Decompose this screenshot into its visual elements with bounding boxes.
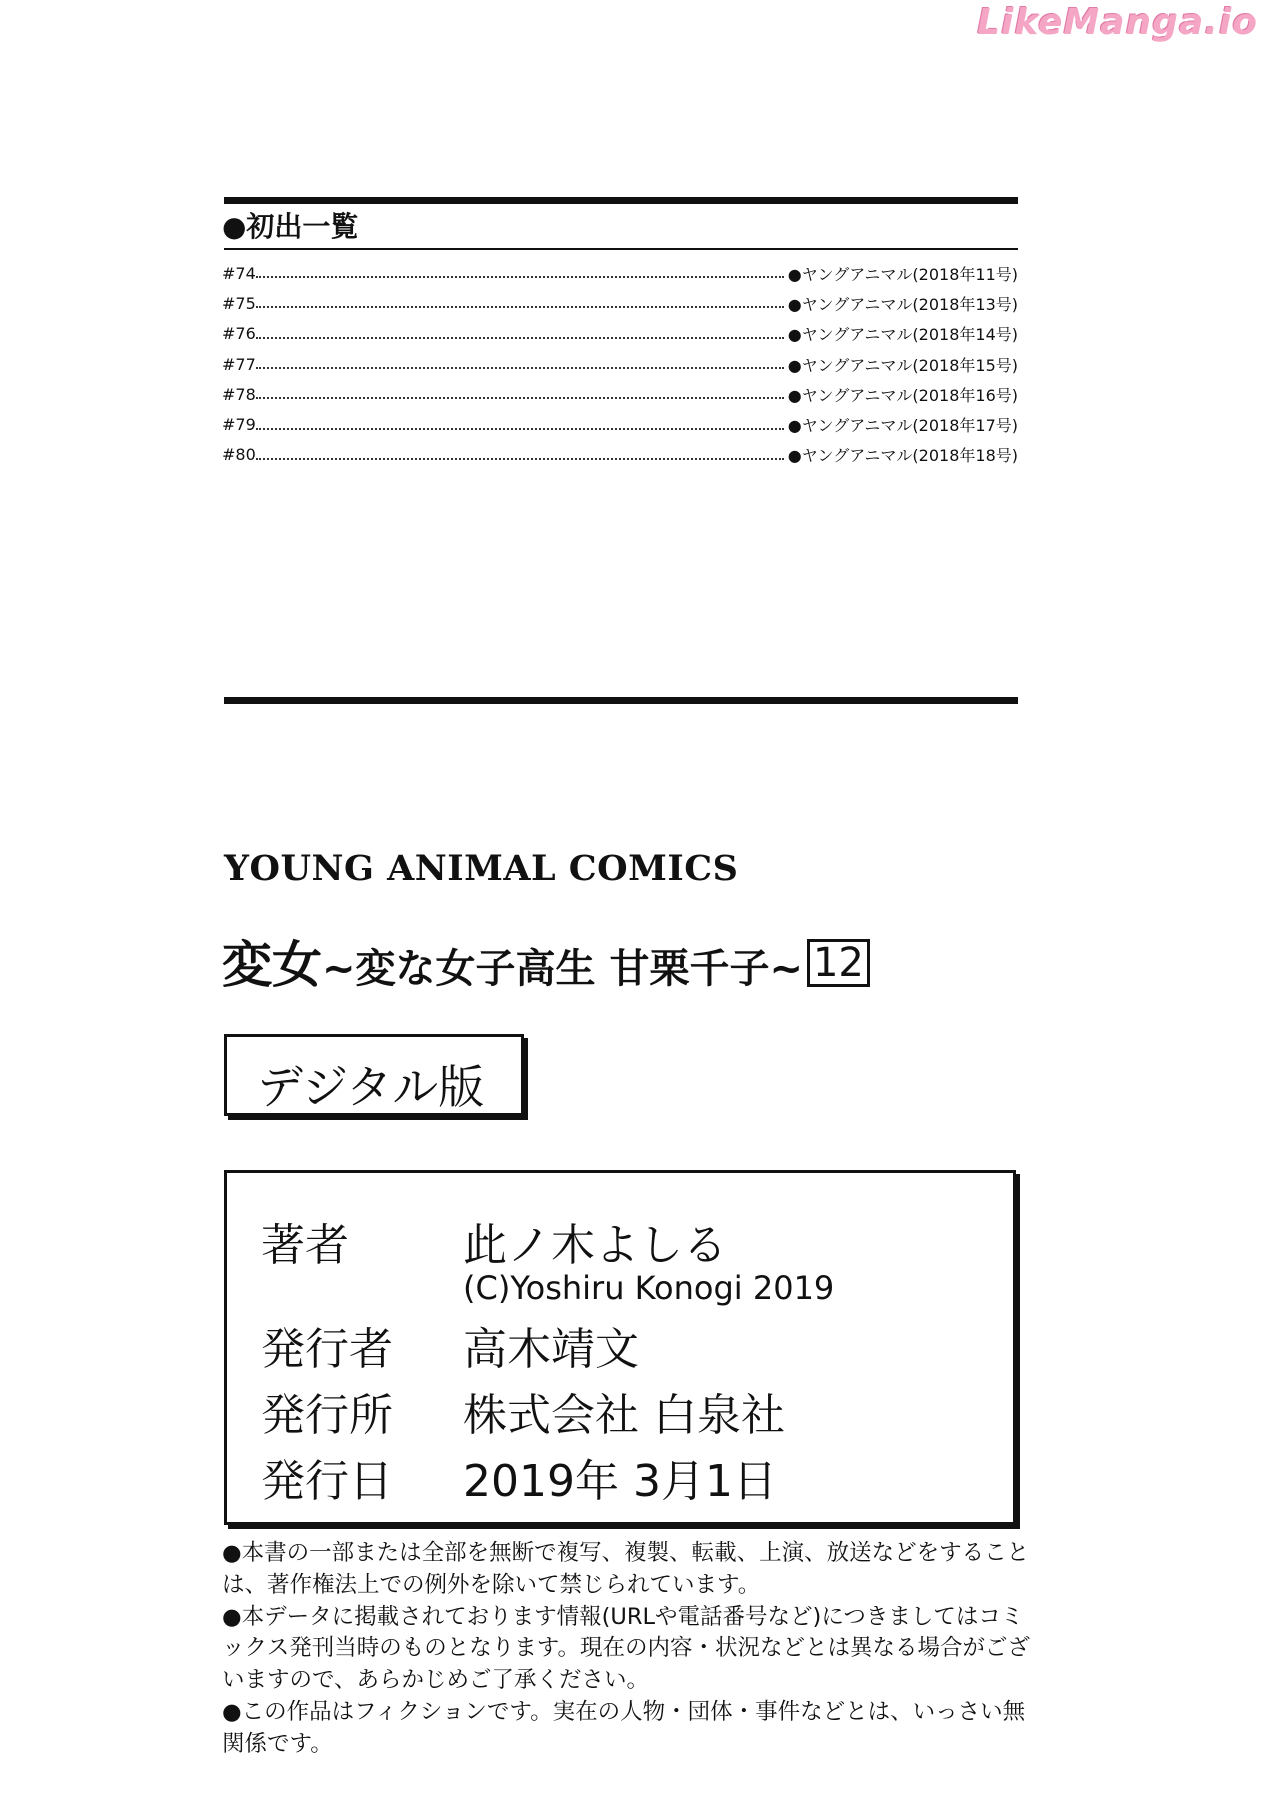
toc-source: ●ヤングアニマル(2018年18号) (787, 446, 1018, 466)
toc-row (222, 258, 1018, 288)
toc-episode-number: #75 (222, 293, 256, 313)
toc-leader-dots (256, 306, 784, 308)
toc-row (222, 409, 1018, 439)
toc-source: ●ヤングアニマル(2018年15号) (787, 355, 1018, 375)
series-label: YOUNG ANIMAL COMICS (224, 848, 739, 889)
title-main: 変女 (222, 936, 322, 994)
edition-label: デジタル版 (257, 1060, 485, 1114)
site-watermark: LikeManga.io (977, 2, 1258, 43)
toc-heading-rule (224, 248, 1018, 250)
toc-row (222, 319, 1018, 349)
publish-date: 2019年 3月1日 (463, 1456, 777, 1507)
toc-leader-dots (256, 337, 784, 339)
notice-copyright: ●本書の一部または全部を無断で複写、複製、転載、上演、放送などをすることは、著作権法上での例外を除いて禁じられています。 (222, 1540, 1030, 1598)
toc-leader-dots (256, 367, 784, 369)
toc-heading: ●初出一覧 (222, 210, 359, 243)
volume-number: 12 (807, 939, 870, 987)
book-title (222, 925, 870, 997)
toc-leader-dots (256, 458, 784, 460)
toc-episode-number: #79 (222, 415, 256, 435)
toc-list (222, 258, 1018, 470)
toc-episode-number: #77 (222, 354, 256, 374)
toc-source: ●ヤングアニマル(2018年13号) (787, 294, 1018, 314)
publisher-company-label: 発行所 (261, 1390, 393, 1441)
toc-row (222, 288, 1018, 318)
publisher-person-name: 高木靖文 (463, 1324, 639, 1375)
author-name: 此ノ木よしる (463, 1220, 727, 1271)
title-subtitle: ~変な女子高生 甘栗千子~ (322, 946, 803, 992)
toc-episode-number: #76 (222, 324, 256, 344)
copyright-line: (C)Yoshiru Konogi 2019 (463, 1269, 835, 1307)
toc-source: ●ヤングアニマル(2018年11号) (787, 264, 1018, 284)
section-divider-rule (224, 697, 1018, 704)
notice-fiction: ●この作品はフィクションです。実在の人物・団体・事件などとは、いっさい無関係です。 (222, 1698, 1026, 1757)
notice-data-info: ●本データに掲載されております情報(URLや電話番号など)につきましてはコミックス発刊当時のものとなります。現在の内容・状況などとは異なる場合がございますので、あらかじめご了承ください。 (222, 1603, 1030, 1694)
toc-source: ●ヤングアニマル(2018年17号) (787, 416, 1018, 436)
toc-source: ●ヤングアニマル(2018年16号) (787, 385, 1018, 405)
publisher-company-name: 株式会社 白泉社 (463, 1390, 785, 1441)
legal-notices (222, 1538, 1032, 1761)
toc-episode-number: #78 (222, 384, 256, 404)
toc-leader-dots (256, 397, 784, 399)
toc-row (222, 349, 1018, 379)
toc-row (222, 440, 1018, 470)
toc-leader-dots (256, 276, 784, 278)
toc-leader-dots (256, 428, 784, 430)
colophon-box (224, 1170, 1016, 1525)
toc-row (222, 379, 1018, 409)
publisher-person-label: 発行者 (261, 1324, 393, 1375)
top-rule (224, 197, 1018, 204)
toc-episode-number: #74 (222, 263, 256, 283)
author-label: 著者 (261, 1220, 349, 1271)
toc-source: ●ヤングアニマル(2018年14号) (787, 325, 1018, 345)
edition-box (224, 1034, 524, 1116)
toc-episode-number: #80 (222, 445, 256, 465)
publish-date-label: 発行日 (261, 1456, 393, 1507)
